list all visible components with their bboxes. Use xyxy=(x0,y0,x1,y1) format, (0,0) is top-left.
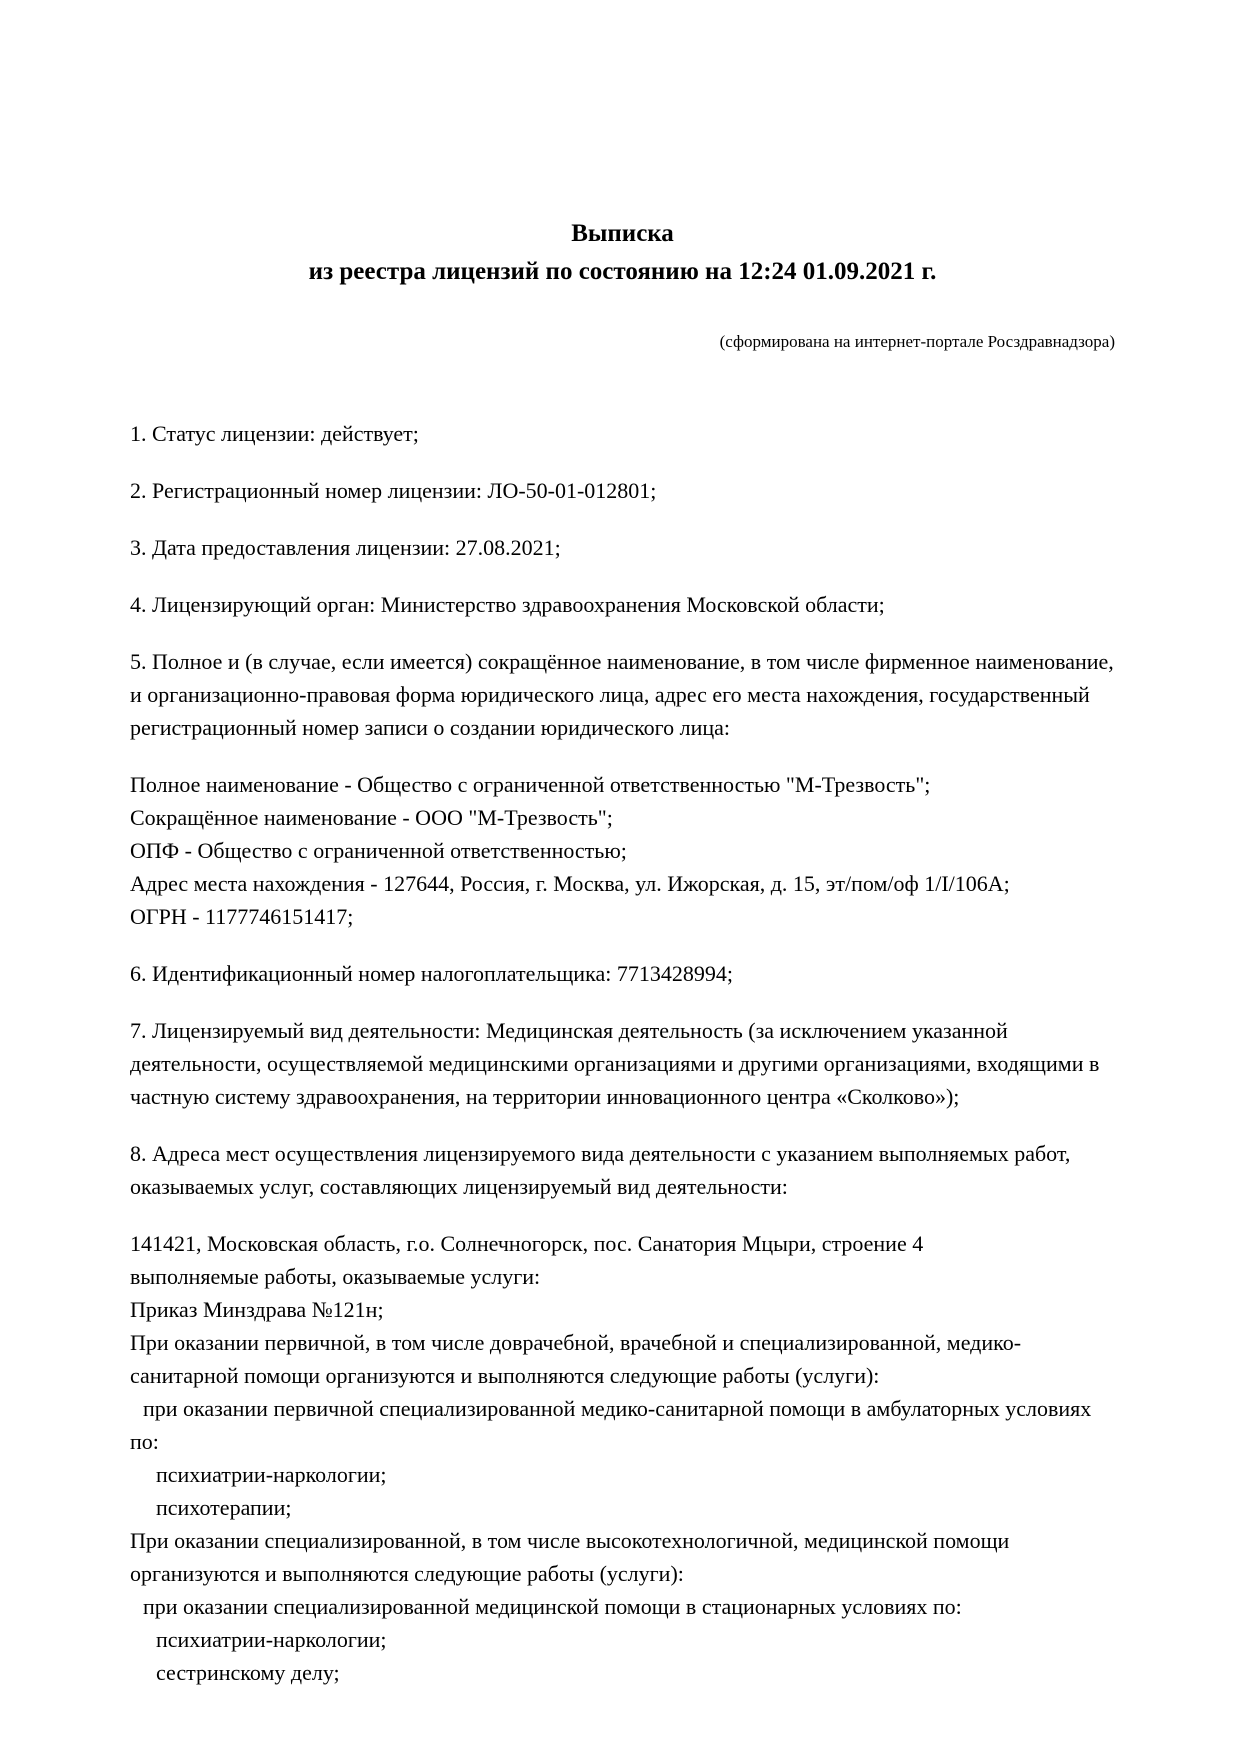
document-body xyxy=(130,417,1115,1689)
paragraph: 2. Регистрационный номер лицензии: ЛО-50-01-012801; xyxy=(130,478,657,503)
title-line-2: из реестра лицензий по состоянию на 12:24 01.09.2021 г. xyxy=(308,258,937,285)
paragraph: 3. Дата предоставления лицензии: 27.08.2021; xyxy=(130,535,561,560)
paragraph: выполняемые работы, оказываемые услуги: xyxy=(130,1264,541,1289)
paragraph: психотерапии; xyxy=(156,1495,292,1520)
paragraph: 4. Лицензирующий орган: Министерство здравоохранения Московской области; xyxy=(130,592,885,617)
paragraph: психиатрии-наркологии; xyxy=(156,1627,387,1652)
paragraph: 7. Лицензируемый вид деятельности: Медицинская деятельность (за исключением указанной деятельности, осуществляемой медицинскими организациями и другими организациями, входящими в частную систему здравоохранения, на территории инновационного центра «Сколково»); xyxy=(130,1018,1100,1109)
paragraph: 141421, Московская область, г.о. Солнечногорск, пос. Санатория Мцыри, строение 4 xyxy=(130,1231,924,1256)
paragraph: ОПФ - Общество с ограниченной ответственностью; xyxy=(130,838,627,863)
paragraph: Сокращённое наименование - ООО "М-Трезвость"; xyxy=(130,805,613,830)
document-subtitle: (сформирована на интернет-портале Росздравнадзора) xyxy=(719,332,1115,351)
paragraph: При оказании первичной, в том числе доврачебной, врачебной и специализированной, медико-санитарной помощи организуются и выполняются следующие работы (услуги): xyxy=(130,1330,1022,1388)
paragraph: При оказании специализированной, в том числе высокотехнологичной, медицинской помощи организуются и выполняются следующие работы (услуги): xyxy=(130,1528,1010,1586)
paragraph: сестринскому делу; xyxy=(156,1660,340,1685)
paragraph: 8. Адреса мест осуществления лицензируемого вида деятельности с указанием выполняемых работ, оказываемых услуг, составляющих лицензируемый вид деятельности: xyxy=(130,1141,1071,1199)
paragraph: Полное наименование - Общество с ограниченной ответственностью "М-Трезвость"; xyxy=(130,772,931,797)
paragraph: психиатрии-наркологии; xyxy=(156,1462,387,1487)
paragraph: Адрес места нахождения - 127644, Россия, г. Москва, ул. Ижорская, д. 15, эт/пом/оф 1/I/106А; xyxy=(130,871,1010,896)
paragraph: 6. Идентификационный номер налогоплательщика: 7713428994; xyxy=(130,961,733,986)
paragraph: Приказ Минздрава №121н; xyxy=(130,1297,384,1322)
document-title xyxy=(130,215,1115,291)
title-line-1: Выписка xyxy=(571,220,674,247)
paragraph: 5. Полное и (в случае, если имеется) сокращённое наименование, в том числе фирменное наименование, и организационно-правовая форма юридического лица, адрес его места нахождения, государственный регистрационный номер записи о создании юридического лица: xyxy=(130,649,1114,740)
paragraph: ОГРН - 1177746151417; xyxy=(130,904,354,929)
paragraph: 1. Статус лицензии: действует; xyxy=(130,421,419,446)
paragraph: при оказании специализированной медицинской помощи в стационарных условиях по: xyxy=(143,1594,962,1619)
paragraph: при оказании первичной специализированной медико-санитарной помощи в амбулаторных условиях по: xyxy=(130,1396,1092,1454)
